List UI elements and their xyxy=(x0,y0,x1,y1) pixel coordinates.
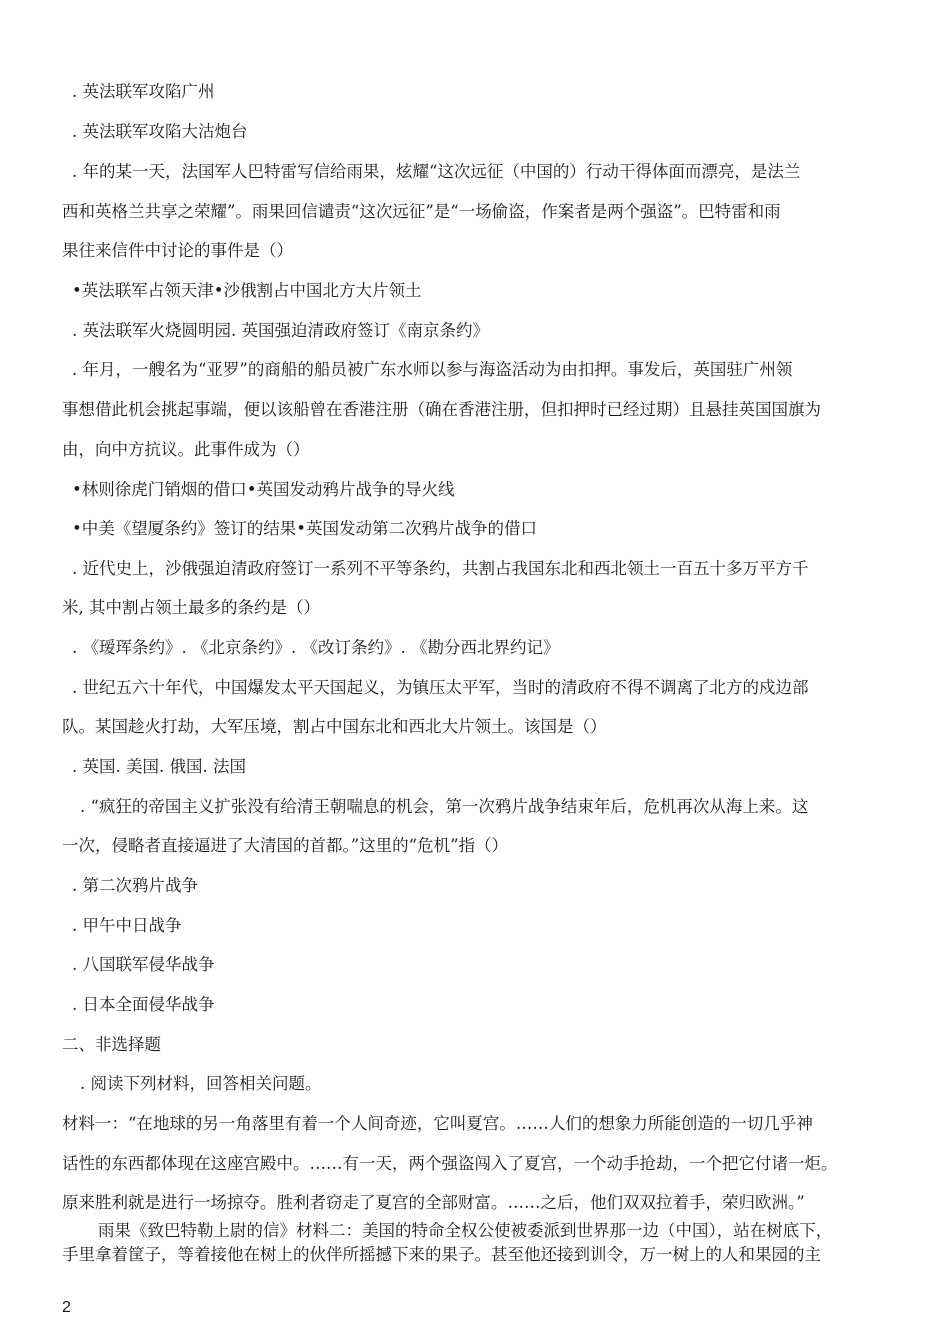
text-line: 原来胜利就是进行一场掠夺。胜利者窃走了夏宫的全部财富。……之后，他们双双拉着手，荣归欧洲。” xyxy=(62,1193,805,1212)
text-line: . 英法联军火烧圆明园. 英国强迫清政府签订《南京条约》 xyxy=(72,321,489,340)
text-line: •林则徐虎门销烟的借口•英国发动鸦片战争的导火线 xyxy=(72,480,455,499)
text-line: 一次，侵略者直接逼进了大清国的首都。”这里的“危机”指（） xyxy=(62,836,509,855)
text-line: •中美《望厦条约》签订的结果•英国发动第二次鸦片战争的借口 xyxy=(72,519,537,538)
text-line: 西和英格兰共享之荣耀”。雨果回信谴责“这次远征”是“一场偷盗，作案者是两个强盗”。巴特雷和雨 xyxy=(62,202,781,221)
text-line: 材料一：“在地球的另一角落里有着一个人间奇迹，它叫夏宫。……人们的想象力所能创造的一切几乎神 xyxy=(62,1114,813,1133)
text-line: . 第二次鸦片战争 xyxy=(72,876,198,895)
text-line: •英法联军占领天津•沙俄割占中国北方大片领土 xyxy=(72,281,422,300)
text-line: . 年的某一天，法国军人巴特雷写信给雨果，炫耀“这次远征（中国的）行动干得体面而漂亮，是法兰 xyxy=(72,162,801,181)
text-line: . “疯狂的帝国主义扩张没有给清王朝喘息的机会，第一次鸦片战争结束年后，危机再次从海上来。这 xyxy=(80,797,809,816)
text-line: . 英法联军攻陷大沽炮台 xyxy=(72,122,248,141)
text-line: 话性的东西都体现在这座宫殿中。……有一天，两个强盗闯入了夏宫，一个动手抢劫，一个把它付诸一炬。 xyxy=(62,1154,838,1173)
text-line: . 阅读下列材料，回答相关问题。 xyxy=(80,1074,322,1093)
text-line: . 《瑷珲条约》. 《北京条约》. 《改订条约》. 《勘分西北界约记》 xyxy=(72,638,560,657)
text-line: . 日本全面侵华战争 xyxy=(72,995,215,1014)
text-line: . 英国. 美国. 俄国. 法国 xyxy=(72,757,246,776)
text-line: . 甲午中日战争 xyxy=(72,916,182,935)
text-line: . 世纪五六十年代，中国爆发太平天国起义，为镇压太平军，当时的清政府不得不调离了北方的戍边部 xyxy=(72,678,809,697)
text-line: . 近代史上，沙俄强迫清政府签订一系列不平等条约，共割占我国东北和西北领土一百五十多万平方千 xyxy=(72,559,809,578)
text-line: . 英法联军攻陷广州 xyxy=(72,82,215,101)
text-line: 手里拿着筐子，等着接他在树上的伙伴所摇撼下来的果子。甚至他还接到训令，万一树上的人和果园的主 xyxy=(62,1245,821,1264)
text-line: . 八国联军侵华战争 xyxy=(72,955,215,974)
text-line: 由，向中方抗议。此事件成为（） xyxy=(62,440,310,459)
page-number: 2 xyxy=(62,1299,71,1316)
section-heading: 二、非选择题 xyxy=(62,1035,161,1054)
text-line: . 年月，一艘名为“亚罗”的商船的船员被广东水师以参与海盗活动为由扣押。事发后，英国驻广州领 xyxy=(72,360,793,379)
text-line: 果往来信件中讨论的事件是（） xyxy=(62,241,293,260)
text-line: 队。某国趁火打劫，大军压境，割占中国东北和西北大片领土。该国是（） xyxy=(62,717,607,736)
text-line: 事想借此机会挑起事端，便以该船曾在香港注册（确在香港注册，但扣押时已经过期）且悬挂英国国旗为 xyxy=(62,400,821,419)
text-line: 米, 其中割占领土最多的条约是（） xyxy=(62,598,320,617)
text-line: 雨果《致巴特勒上尉的信》材料二：美国的特命全权公使被委派到世界那一边（中国），站在树底下， xyxy=(98,1221,833,1240)
